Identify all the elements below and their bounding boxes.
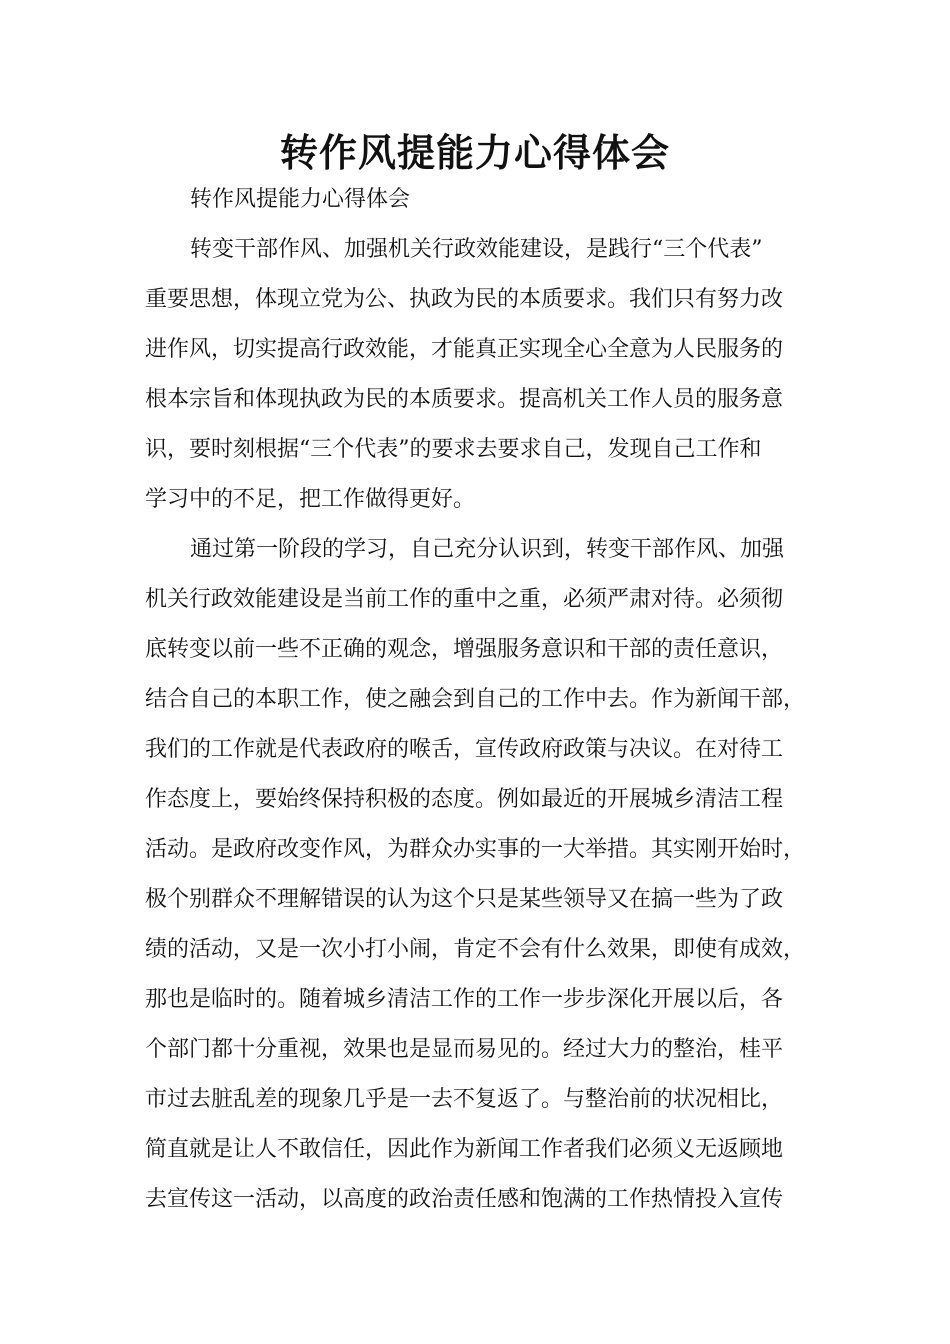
paragraph-line: 作态度上，要始终保持积极的态度。例如最近的开展城乡清洁工程 <box>145 787 784 812</box>
paragraph-line: 活动。是政府改变作风，为群众办实事的一大举措。其实刚开始时， <box>145 837 806 862</box>
paragraph-line: 结合自己的本职工作，使之融会到自己的工作中去。作为新闻干部， <box>145 687 806 712</box>
paragraph-line: 去宣传这一活动，以高度的政治责任感和饱满的工作热情投入宣传 <box>145 1187 784 1212</box>
paragraph-line: 重要思想，体现立党为公、执政为民的本质要求。我们只有努力改 <box>145 287 784 312</box>
paragraph-line: 个部门都十分重视，效果也是显而易见的。经过大力的整治，桂平 <box>145 1037 784 1062</box>
document-title: 转作风提能力心得体会 <box>279 130 670 175</box>
paragraph-line: 识，要时刻根据“三个代表”的要求去要求自己，发现自己工作和 <box>145 437 762 462</box>
paragraph-line: 转变干部作风、加强机关行政效能建设，是践行“三个代表” <box>190 237 763 262</box>
paragraph-line: 通过第一阶段的学习，自己充分认识到，转变干部作风、加强 <box>190 537 785 562</box>
document-subtitle: 转作风提能力心得体会 <box>190 187 411 212</box>
paragraph-line: 学习中的不足，把工作做得更好。 <box>145 487 476 512</box>
paragraph-line: 进作风，切实提高行政效能，才能真正实现全心全意为人民服务的 <box>145 337 784 362</box>
paragraph-line: 绩的活动，又是一次小打小闹，肯定不会有什么效果，即使有成效， <box>145 937 806 962</box>
paragraph-line: 极个别群众不理解错误的认为这个只是某些领导又在搞一些为了政 <box>145 887 784 912</box>
paragraph-line: 我们的工作就是代表政府的喉舌，宣传政府政策与决议。在对待工 <box>145 737 784 762</box>
paragraph-line: 那也是临时的。随着城乡清洁工作的工作一步步深化开展以后，各 <box>145 987 784 1012</box>
paragraph-line: 根本宗旨和体现执政为民的本质要求。提高机关工作人员的服务意 <box>145 387 784 412</box>
paragraph-line: 简直就是让人不敢信任，因此作为新闻工作者我们必须义无返顾地 <box>145 1137 784 1162</box>
paragraph-line: 底转变以前一些不正确的观念，增强服务意识和干部的责任意识， <box>145 637 784 662</box>
paragraph-line: 市过去脏乱差的现象几乎是一去不复返了。与整治前的状况相比， <box>145 1087 784 1112</box>
paragraph-line: 机关行政效能建设是当前工作的重中之重，必须严肃对待。必须彻 <box>145 587 784 612</box>
